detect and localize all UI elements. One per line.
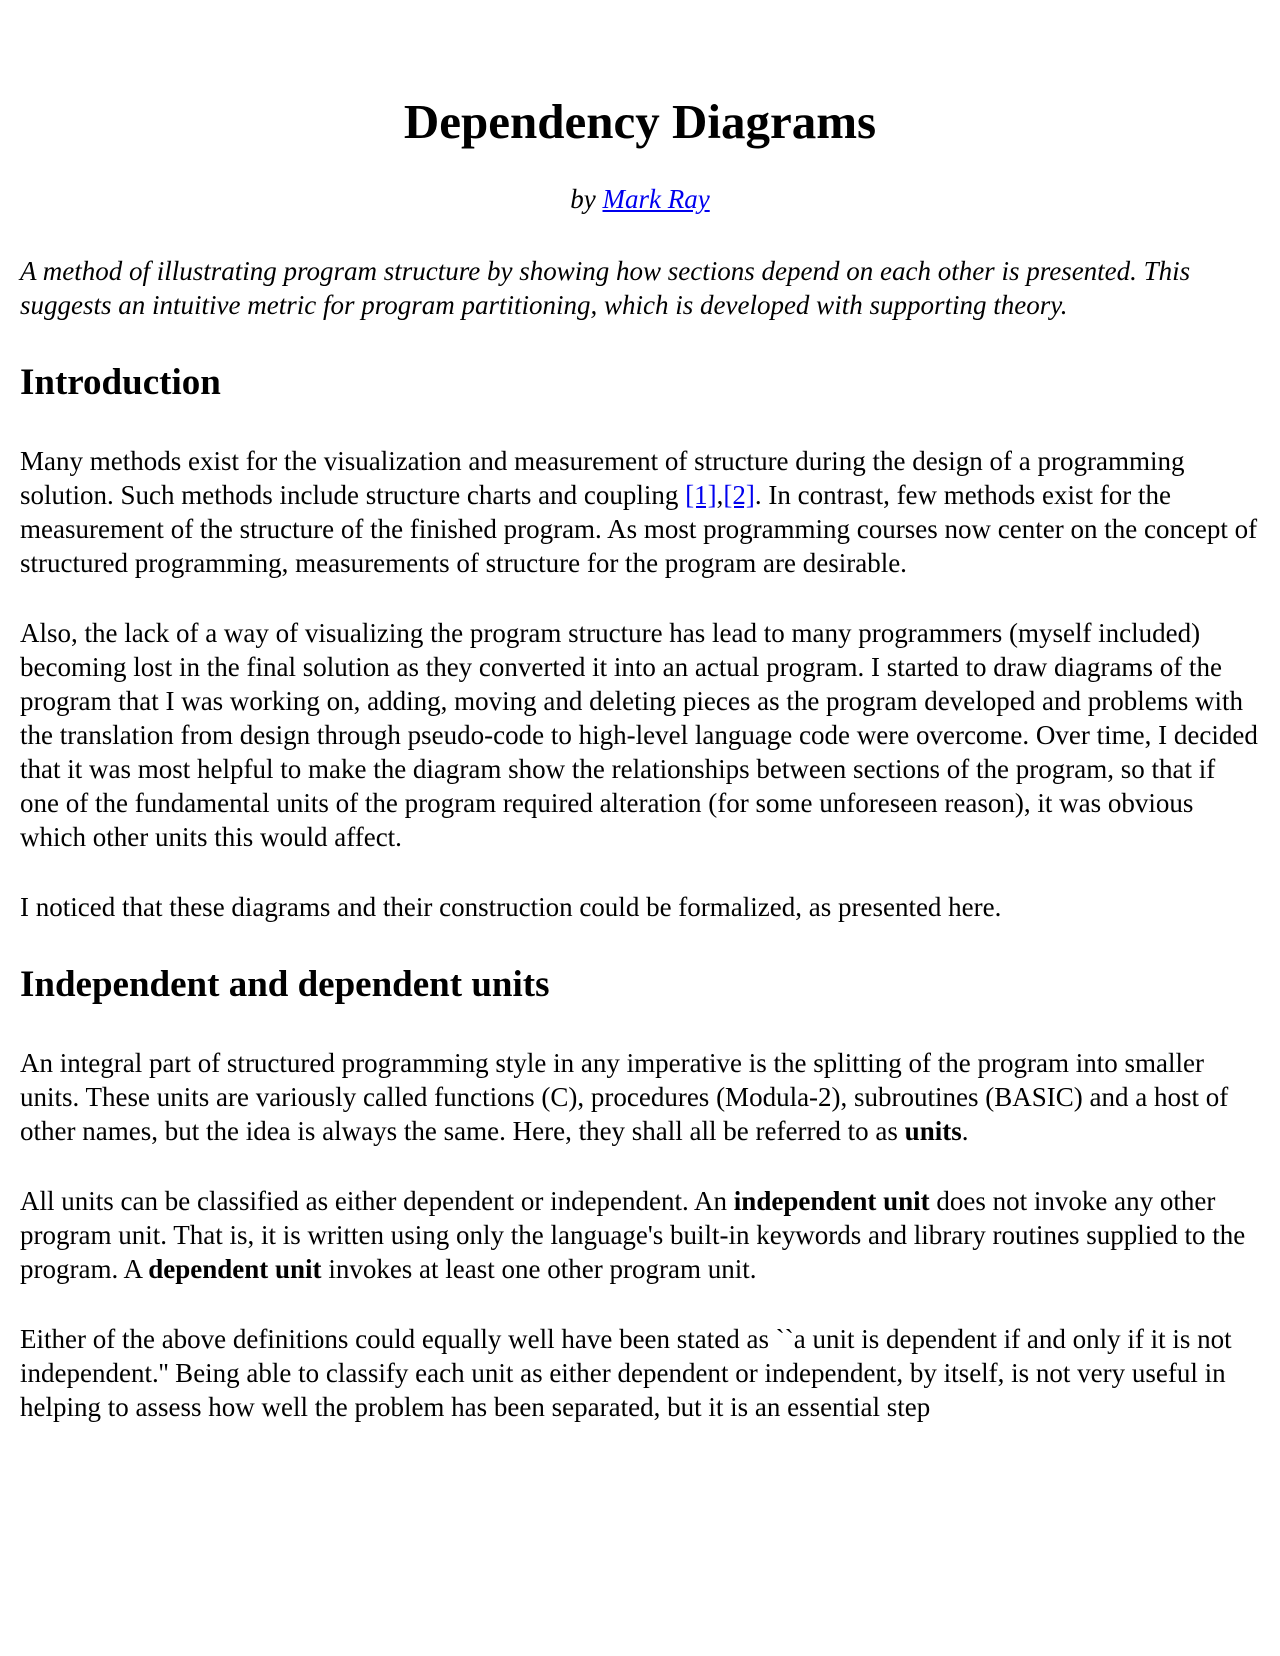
intro-p1-text-after: . In contrast, few methods exist for the measurement of the structure of the finished program. As most programming courses now center on the concept of structured programming, measurements of structure for the program are desirable.: [20, 480, 1258, 578]
section-heading-introduction: Introduction: [20, 362, 221, 403]
byline: [20, 182, 1260, 216]
units-p2-text-before: All units can be classified as either dependent or independent. An: [20, 1186, 734, 1216]
reference-separator: ,: [716, 480, 724, 510]
author-link[interactable]: Mark Ray: [602, 184, 710, 214]
reference-link-1[interactable]: [1]: [685, 480, 717, 510]
intro-paragraph-2: Also, the lack of a way of visualizing the program structure has lead to many programmers (myself included) becoming lost in the final solution as they converted it into an actual program. I started to draw diagrams of the program that I was working on, adding, moving and deleting pieces as the program developed and problems with the translation from design through pseudo-code to high-level language code were overcome. Over time, I decided that it was most helpful to make the diagram show the relationships between sections of the program, so that if one of the fundamental units of the program required alteration (for some unforeseen reason), it was obvious which other units this would affect.: [20, 618, 1258, 852]
reference-link-2[interactable]: [2]: [723, 480, 755, 510]
abstract: A method of illustrating program structure by showing how sections depend on each other is presented. This suggests an intuitive metric for program partitioning, which is developed with supporting theory.: [20, 256, 1191, 320]
intro-p1-text-before: Many methods exist for the visualization and measurement of structure during the design of a programming solution. Such methods include structure charts and coupling: [20, 446, 1185, 510]
byline-prefix: by: [570, 184, 603, 214]
section-heading-units: Independent and dependent units: [20, 964, 550, 1005]
term-dependent-unit: dependent unit: [148, 1254, 322, 1284]
units-p2-text-after: invokes at least one other program unit.: [321, 1254, 757, 1284]
term-units: units: [904, 1116, 962, 1146]
units-p1-text-after: .: [961, 1116, 969, 1146]
intro-paragraph-1: [20, 444, 1260, 580]
units-p2-text-middle: does not invoke any other program unit. That is, it is written using only the language's built-in keywords and library routines supplied to the program. A: [20, 1186, 1246, 1284]
units-paragraph-1: [20, 1046, 1260, 1148]
units-paragraph-2: [20, 1184, 1260, 1286]
intro-paragraph-3: I noticed that these diagrams and their construction could be formalized, as presented here.: [20, 892, 1002, 922]
term-independent-unit: independent unit: [733, 1186, 930, 1216]
units-paragraph-3: Either of the above definitions could equally well have been stated as ``a unit is dependent if and only if it is not independent.'' Being able to classify each unit as either dependent or independent, by itself, is not very useful in helping to assess how well the problem has been separated, but it is an essential step: [20, 1324, 1232, 1422]
units-p1-text-before: An integral part of structured programming style in any imperative is the splitting of the program into smaller units. These units are variously called functions (C), procedures (Modula-2), subroutines (BASIC) and a host of other names, but the idea is always the same. Here, they shall all be referred to as: [20, 1048, 1229, 1146]
page-title: Dependency Diagrams: [403, 94, 877, 149]
